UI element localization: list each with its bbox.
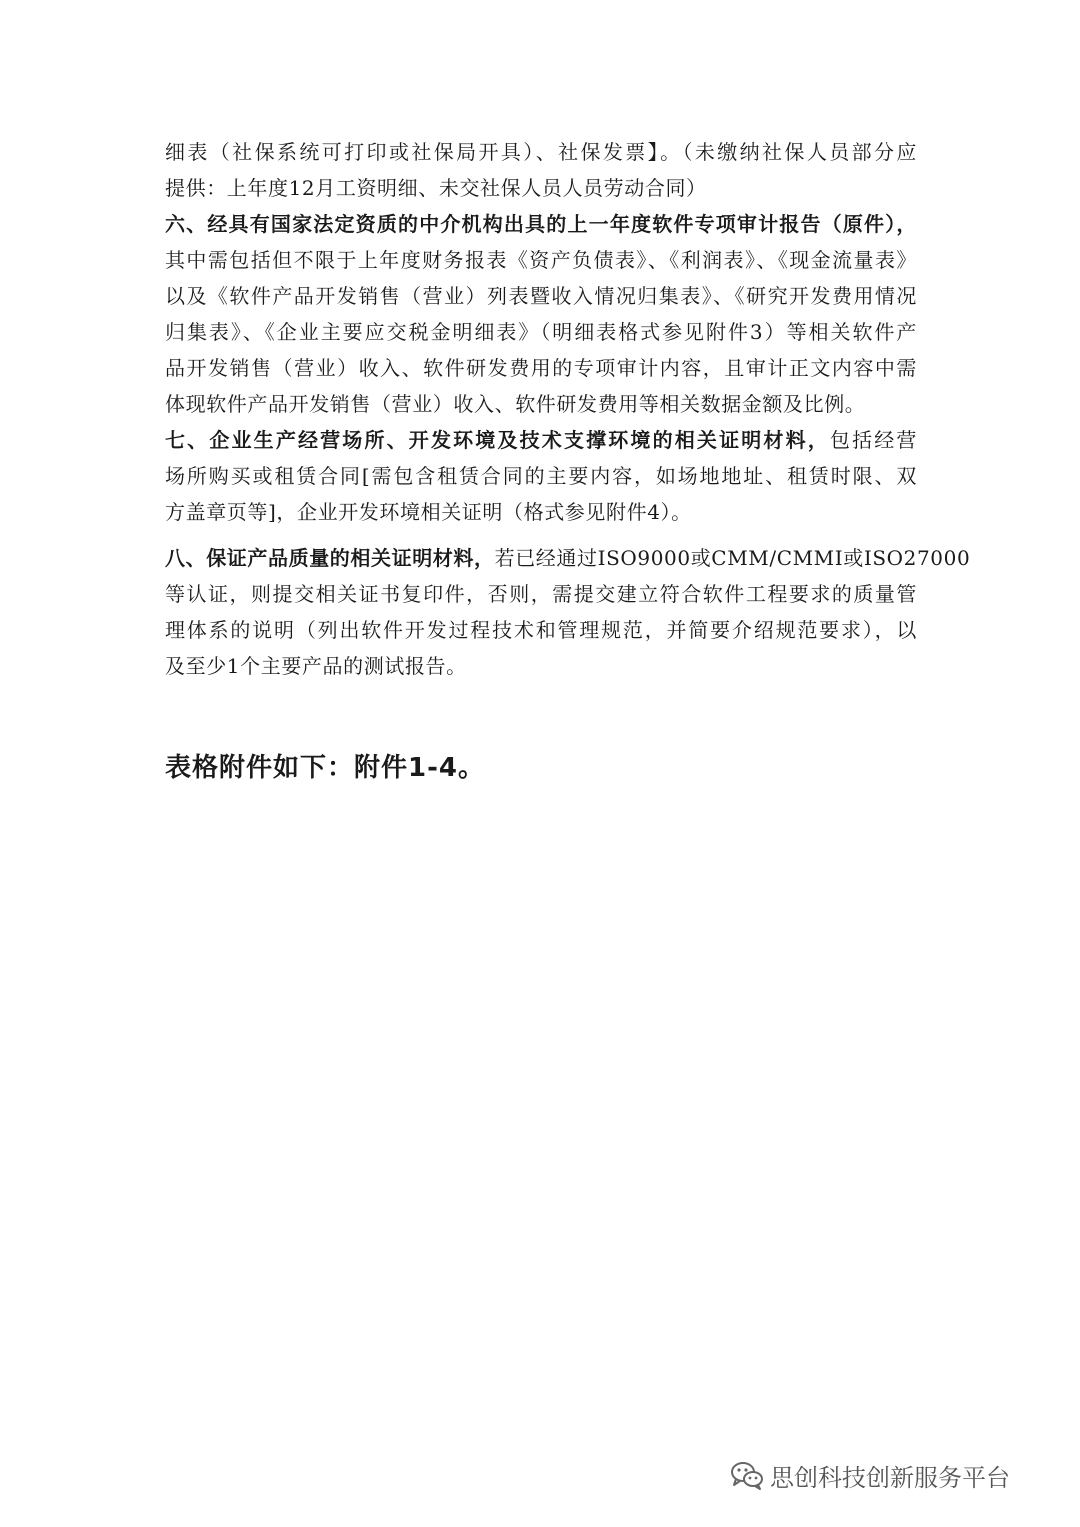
- section-six-title: 六、经具有国家法定资质的中介机构出具的上一年度软件专项审计报告（原件），: [165, 212, 917, 236]
- section-seven-line: [165, 422, 917, 458]
- watermark: [730, 1455, 1010, 1495]
- section-eight-title: 八、保证产品质量的相关证明材料，: [165, 546, 495, 570]
- section-eight-text: 若已经通过ISO9000或CMM/CMMI或ISO27000: [494, 546, 971, 570]
- paragraph-line: 归集表》、《企业主要应交税金明细表》（明细表格式参见附件3）等相关软件产: [165, 320, 917, 344]
- paragraph-line: 体现软件产品开发销售（营业）收入、软件研发费用等相关数据金额及比例。: [165, 392, 866, 416]
- watermark-text: 思创科技创新服务平台: [770, 1463, 1010, 1492]
- section-seven-title: 七、企业生产经营场所、开发环境及技术支撑环境的相关证明材料，: [165, 428, 830, 452]
- paragraph-line: 理体系的说明（列出软件开发过程技术和管理规范，并简要介绍规范要求），以: [165, 618, 917, 642]
- paragraph-line: 细表（社保系统可打印或社保局开具）、社保发票】。（未缴纳社保人员部分应: [165, 140, 917, 164]
- section-eight-line: [165, 540, 971, 576]
- paragraph-line: 等认证，则提交相关证书复印件，否则，需提交建立符合软件工程要求的质量管: [165, 582, 917, 606]
- document-body: [165, 134, 971, 792]
- wechat-icon: [730, 1460, 764, 1490]
- section-seven-text: 包括经营: [829, 428, 917, 452]
- paragraph-line: 场所购买或租赁合同[需包含租赁合同的主要内容，如场地地址、租赁时限、双: [165, 464, 917, 488]
- paragraph-line: 以及《软件产品开发销售（营业）列表暨收入情况归集表》、《研究开发费用情况: [165, 284, 917, 308]
- paragraph-line: 及至少1个主要产品的测试报告。: [165, 654, 467, 678]
- attachments-heading: 表格附件如下：附件1-4。: [165, 753, 485, 783]
- paragraph-line: 品开发销售（营业）收入、软件研发费用的专项审计内容，且审计正文内容中需: [165, 356, 917, 380]
- paragraph-line: 提供：上年度12月工资明细、未交社保人员人员劳动合同）: [165, 176, 707, 200]
- paragraph-line: 方盖章页等]，企业开发环境相关证明（格式参见附件4）。: [165, 500, 692, 524]
- paragraph-line: 其中需包括但不限于上年度财务报表《资产负债表》、《利润表》、《现金流量表》: [165, 248, 917, 272]
